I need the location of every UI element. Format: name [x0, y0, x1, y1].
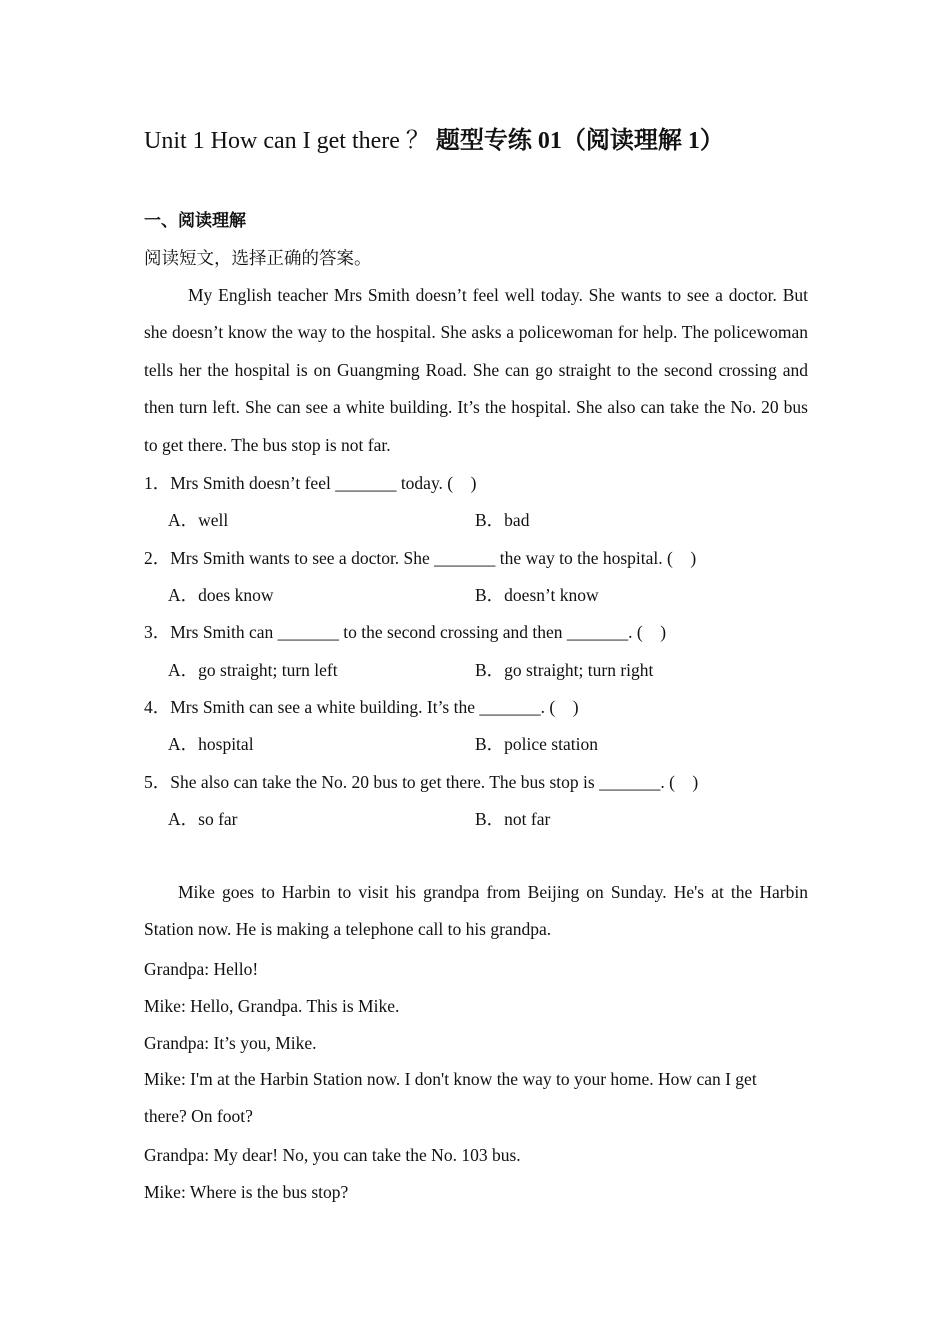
question-3: 3．Mrs Smith can _______ to the second crossing and then _______. ( )	[144, 622, 667, 642]
dialogue-line: Grandpa: It’s you, Mike.	[144, 1033, 317, 1053]
question-1-option-b[interactable]: B．bad	[475, 510, 530, 530]
title-english: Unit 1 How can I get there ？	[144, 128, 430, 154]
section-instruction: 阅读短文，选择正确的答案。	[144, 248, 372, 268]
question-1: 1．Mrs Smith doesn’t feel _______ today. ( )	[144, 473, 477, 493]
passage-1: My English teacher Mrs Smith doesn’t feel well today. She wants to see a doctor. But she doesn’t know the way to the hospital. She asks a policewoman for help. The policewoman tells her the hospital is on Guangming Road. She can go straight to the second crossing and then turn left. She can see a white building. It’s the hospital. She also can take the No. 20 bus to get there. The bus stop is not far.	[144, 285, 808, 455]
question-4: 4．Mrs Smith can see a white building. It’s the _______. ( )	[144, 697, 579, 717]
question-2: 2．Mrs Smith wants to see a doctor. She _______ the way to the hospital. ( )	[144, 548, 697, 568]
dialogue-line: Mike: I'm at the Harbin Station now. I don't know the way to your home. How can I get there? On foot?	[144, 1069, 757, 1127]
dialogue-line: Mike: Where is the bus stop?	[144, 1182, 349, 1202]
question-5: 5．She also can take the No. 20 bus to get there. The bus stop is _______. ( )	[144, 772, 699, 792]
dialogue-line: Mike: Hello, Grandpa. This is Mike.	[144, 996, 400, 1016]
section-heading: 一、阅读理解	[144, 211, 246, 230]
passage-2-intro: Mike goes to Harbin to visit his grandpa from Beijing on Sunday. He's at the Harbin Station now. He is making a telephone call to his grandpa.	[144, 882, 808, 940]
title-chinese: 题型专练 01（阅读理解 1）	[435, 128, 724, 154]
question-4-option-b[interactable]: B．police station	[475, 734, 598, 754]
question-3-option-b[interactable]: B．go straight; turn right	[475, 660, 654, 680]
page-title	[144, 124, 824, 158]
question-1-option-a[interactable]: A．well	[168, 510, 229, 530]
question-5-option-b[interactable]: B．not far	[475, 809, 551, 829]
question-4-option-a[interactable]: A．hospital	[168, 734, 254, 754]
dialogue-line: Grandpa: Hello!	[144, 959, 259, 979]
question-3-option-a[interactable]: A．go straight; turn left	[168, 660, 338, 680]
dialogue-line: Grandpa: My dear! No, you can take the No. 103 bus.	[144, 1145, 521, 1165]
question-2-option-a[interactable]: A．does know	[168, 585, 274, 605]
question-5-option-a[interactable]: A．so far	[168, 809, 238, 829]
question-2-option-b[interactable]: B．doesn’t know	[475, 585, 599, 605]
